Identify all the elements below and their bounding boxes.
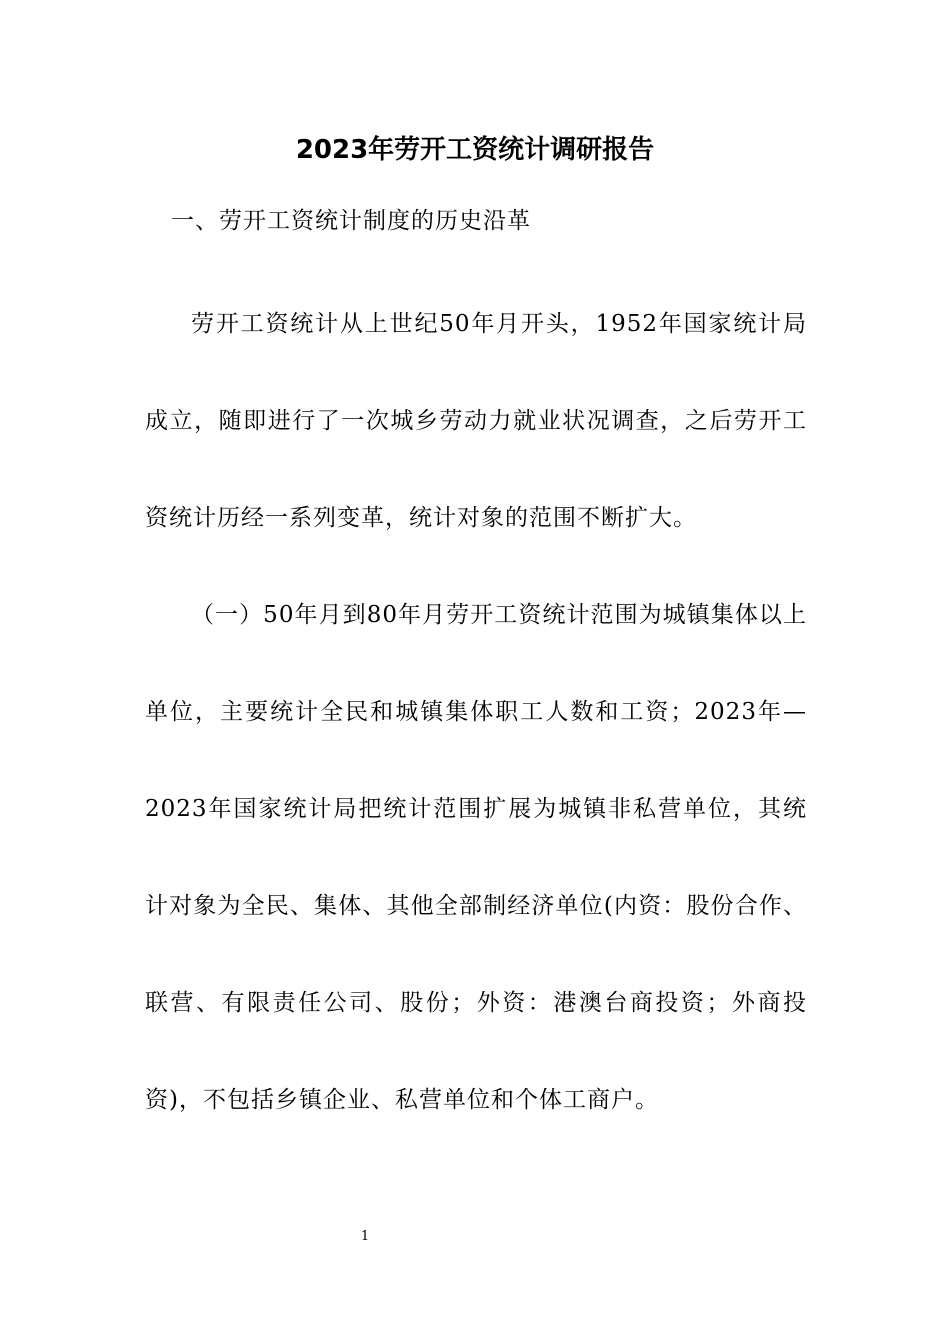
paragraph-2: （一）50年月到80年月劳开工资统计范围为城镇集体以上单位，主要统计全民和城镇集体职工人数和工资；2023年—2023年国家统计局把统计范围扩展为城镇非私营单位，其统计对象为全民、集体、其他全部制经济单位(内资：股份合作、联营、有限责任公司、股份；外资：港澳台商投资；外商投资)，不包括乡镇企业、私营单位和个体工商户。 <box>145 602 807 1113</box>
paragraph-1: 劳开工资统计从上世纪50年月开头，1952年国家统计局成立，随即进行了一次城乡劳动力就业状况调查，之后劳开工资统计历经一系列变革，统计对象的范围不断扩大。 <box>145 311 807 531</box>
page-number: 1 <box>360 1229 370 1244</box>
document-title: 2023年劳开工资统计调研报告 <box>295 135 655 165</box>
section-heading: 一、劳开工资统计制度的历史沿革 <box>171 208 531 234</box>
